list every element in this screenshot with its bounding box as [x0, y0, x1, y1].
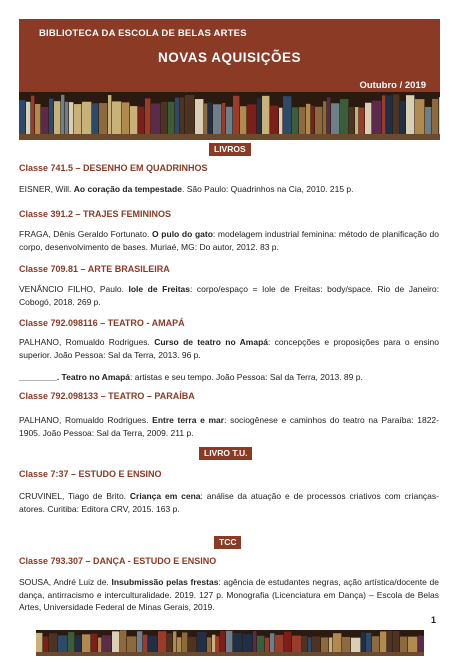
list-item: PALHANO, Romualdo Rodrigues. Entre terra e mar: sociogênese e caminhos do teatro na Paraíba: 1822-1905. João Pessoa: Sal da Terra, 2009. 211 p.: [19, 415, 439, 438]
book-spine: [243, 634, 252, 652]
classe-heading: Classe 792.098116 – TEATRO - AMAPÁ: [19, 318, 185, 328]
book-spine: [425, 107, 431, 134]
book-spine: [41, 107, 48, 134]
classe-heading: Classe 7:37 – ESTUDO E ENSINO: [19, 469, 162, 479]
book-spine: [387, 631, 392, 652]
book-spine: [312, 636, 320, 652]
book-spine: [400, 637, 407, 652]
book-spine: [102, 635, 111, 652]
book-spine: [233, 633, 242, 652]
book-spine: [82, 102, 91, 134]
page-title: NOVAS AQUISIÇÕES: [157, 50, 302, 65]
book-spine: [372, 636, 379, 652]
book-spine: [321, 637, 328, 652]
book-spine: [333, 633, 341, 652]
books-illustration: [19, 94, 440, 134]
book-spine: [327, 97, 330, 134]
issue-date: Outubro / 2019: [359, 80, 426, 91]
book-spine: [99, 103, 107, 134]
book-spine: [112, 101, 121, 134]
book-spine: [418, 636, 424, 652]
book-spine: [108, 95, 111, 134]
shelf-board: [36, 652, 424, 656]
book-spine: [173, 631, 176, 652]
list-item: EISNER, Will. Ao coração da tempestade. São Paulo: Quadrinhos na Cia, 2010. 215 p.: [19, 184, 354, 194]
book-spine: [168, 102, 174, 134]
book-spine: [185, 95, 194, 134]
section-badge-livro-tu: LIVRO T.U.: [199, 447, 252, 460]
book-spine: [406, 95, 414, 134]
book-spine: [233, 96, 239, 134]
list-item: FRAGA, Dênis Geraldo Fortunato. O pulo do gato: modelagem industrial feminina: método de planificação do corpo, desenvolvimento de bases. Muriaé, MG: Do autor, 2012. 83 p.: [19, 229, 439, 252]
book-spine: [212, 635, 215, 652]
book-spine: [302, 636, 307, 652]
book-spine: [92, 103, 98, 134]
book-spine: [257, 98, 261, 134]
book-spine: [311, 106, 314, 134]
book-spine: [182, 632, 187, 652]
book-spine: [292, 636, 301, 652]
book-spine: [197, 632, 206, 652]
classe-heading: Classe 792.098133 – TEATRO – PARAÍBA: [19, 391, 195, 401]
book-spine: [213, 104, 221, 134]
list-item: CRUVINEL, Tiago de Brito. Criança em cena: análise da atuação e de processos criativos com crianças-atores. Curitiba: Editora CRV, 2015. 163 p.: [19, 491, 439, 514]
book-spine: [69, 102, 73, 134]
book-spine: [329, 637, 332, 652]
book-spine: [226, 107, 232, 134]
book-spine: [284, 632, 291, 652]
list-item: ________. Teatro no Amapá: artistas e seu tempo. João Pessoa: Sal da Terra, 2013. 89 p.: [19, 372, 363, 382]
book-spine: [204, 103, 207, 134]
book-spine: [49, 99, 53, 134]
book-spine: [120, 630, 126, 652]
book-spine: [177, 637, 181, 652]
book-spine: [26, 102, 30, 134]
book-spine: [220, 631, 225, 652]
book-spine: [19, 100, 25, 134]
list-item: PALHANO, Romualdo Rodrigues. Curso de teatro no Amapá: concepções e proposições para o ensino superior. João Pessoa: Sal da Terra, 2013. 96 p.: [19, 337, 440, 360]
book-spine: [361, 632, 365, 652]
book-spine: [112, 631, 119, 652]
book-spine: [175, 98, 179, 134]
book-spine: [188, 637, 196, 652]
book-spine: [265, 638, 269, 652]
book-spine: [393, 631, 399, 652]
classe-heading: Classe 741.5 – DESENHO EM QUADRINHOS: [19, 163, 208, 173]
book-spine: [432, 99, 438, 134]
header-banner: [19, 19, 440, 140]
book-spine: [122, 102, 129, 134]
book-spine: [270, 106, 278, 134]
book-spine: [143, 635, 147, 652]
book-spine: [151, 103, 160, 134]
book-spine: [275, 635, 283, 652]
book-spine: [91, 634, 97, 652]
book-spine: [58, 635, 67, 652]
book-spine: [372, 101, 381, 134]
book-spine: [226, 631, 232, 652]
book-spine: [359, 108, 364, 134]
book-spine: [130, 106, 137, 134]
book-spine: [400, 101, 405, 134]
bookshelf-image: [19, 92, 440, 140]
book-spine: [195, 99, 203, 134]
book-spine: [145, 98, 150, 134]
book-spine: [75, 635, 81, 652]
book-spine: [247, 104, 256, 134]
book-spine: [270, 633, 274, 652]
book-spine: [43, 637, 48, 652]
book-spine: [382, 95, 385, 134]
book-spine: [54, 101, 60, 134]
book-spine: [74, 104, 81, 134]
classe-heading: Classe 793.307 – DANÇA - ESTUDO E ENSINO: [19, 556, 217, 566]
book-spine: [65, 102, 68, 134]
book-spine: [408, 637, 417, 652]
book-spine: [366, 633, 371, 652]
book-spine: [207, 637, 211, 652]
book-spine: [61, 95, 64, 134]
book-spine: [439, 97, 440, 134]
book-spine: [279, 108, 282, 134]
book-spine: [415, 99, 424, 134]
book-spine: [351, 638, 360, 652]
book-spine: [216, 636, 219, 652]
book-spine: [222, 103, 225, 134]
list-item: VENÂNCIO FILHO, Paulo. Iole de Freitas: corpo/espaço = Iole de Freitas: body/space. Rio de Janeiro: Cobogó, 2018. 269 p.: [19, 284, 439, 307]
book-spine: [380, 631, 386, 652]
book-spine: [308, 637, 311, 652]
footer-bookshelf-image: [36, 630, 424, 656]
books-illustration: [36, 630, 424, 652]
book-spine: [138, 107, 144, 134]
book-spine: [393, 94, 399, 134]
book-spine: [253, 631, 256, 652]
book-spine: [148, 636, 157, 652]
book-spine: [36, 633, 42, 652]
book-spine: [257, 636, 264, 652]
book-spine: [365, 103, 371, 134]
book-spine: [323, 101, 326, 134]
book-spine: [208, 102, 212, 134]
book-spine: [306, 104, 310, 134]
book-spine: [137, 631, 142, 652]
book-spine: [158, 631, 166, 652]
classe-heading: Classe 709.81 – ARTE BRASILEIRA: [19, 264, 170, 274]
book-spine: [68, 632, 74, 652]
section-badge-livros: LIVROS: [209, 143, 251, 156]
book-spine: [331, 103, 339, 134]
book-spine: [299, 107, 305, 134]
book-spine: [355, 107, 358, 134]
book-spine: [98, 638, 101, 652]
book-spine: [292, 107, 298, 134]
book-spine: [35, 104, 40, 134]
list-item: SOUSA, André Luiz de. Insubmissão pelas frestas: agência de estudantes negras, ação artística/docente de dança, antirracismo e interculturalidade. 2019. 127 p. Monografia (Licenciatura em Dança) – Escola de Belas Artes, Universidade Federal de Minas Gerais, 2019.: [19, 577, 439, 612]
book-spine: [342, 637, 350, 652]
book-spine: [340, 99, 348, 134]
book-spine: [49, 633, 57, 652]
library-name: BIBLIOTECA DA ESCOLA DE BELAS ARTES: [39, 28, 247, 39]
book-spine: [240, 106, 246, 134]
book-spine: [315, 107, 322, 134]
section-badge-tcc: TCC: [214, 536, 241, 549]
book-spine: [349, 107, 354, 134]
book-spine: [82, 634, 90, 652]
book-spine: [180, 97, 184, 134]
book-spine: [161, 102, 167, 134]
book-spine: [167, 633, 172, 652]
shelf-board: [19, 134, 440, 140]
classe-heading: Classe 391.2 – TRAJES FEMININOS: [19, 209, 172, 219]
book-spine: [386, 95, 392, 134]
book-spine: [283, 96, 291, 134]
book-spine: [31, 96, 34, 134]
book-spine: [127, 636, 136, 652]
page-number: 1: [431, 615, 437, 625]
book-spine: [262, 96, 269, 134]
